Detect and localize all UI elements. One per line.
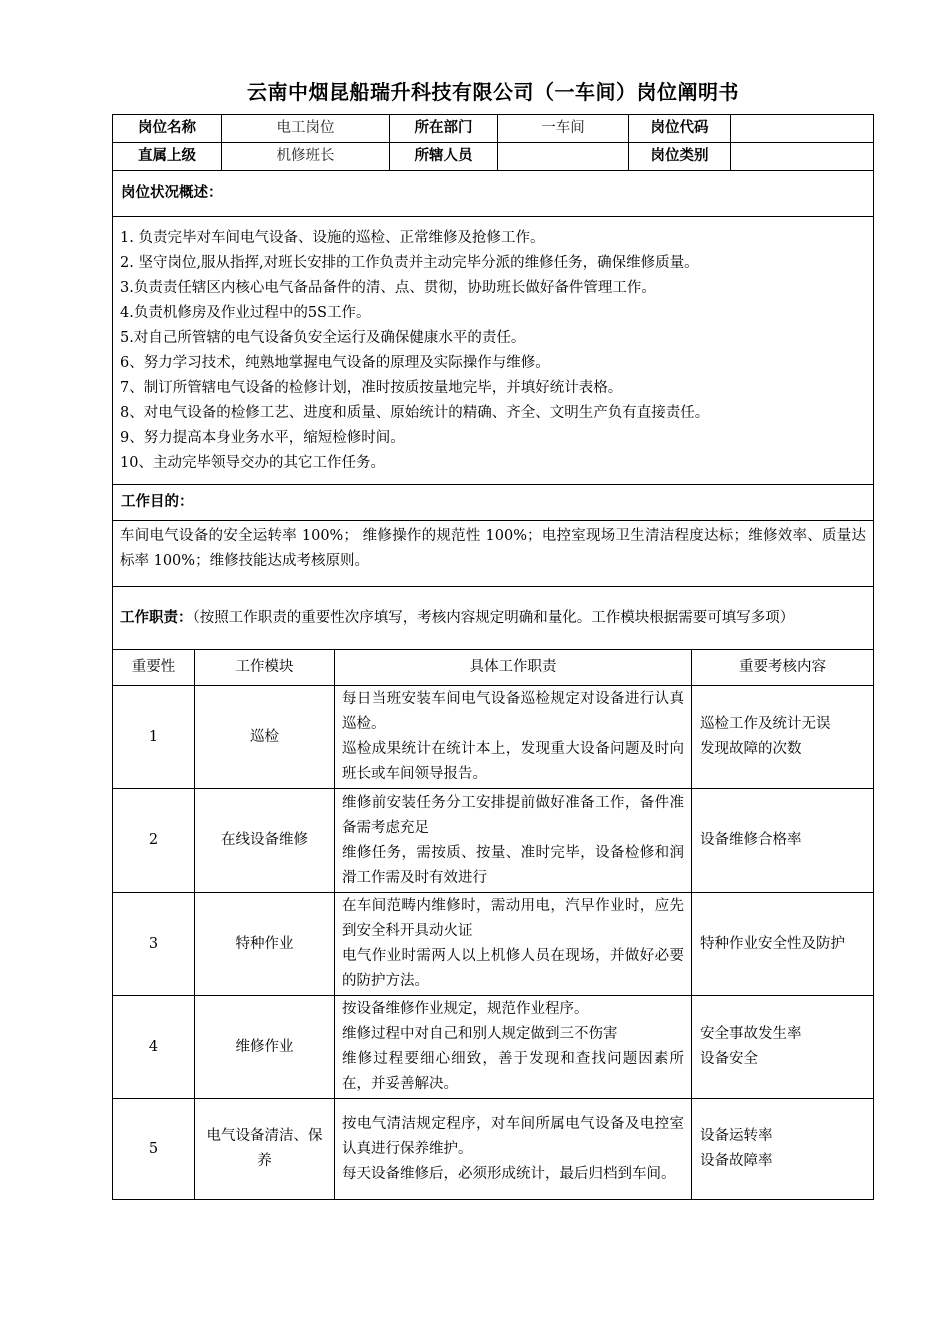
- overview-item: 4.负责机修房及作业过程中的5S工作。: [120, 304, 371, 321]
- duty-detail-line: 在车间范畴内维修时，需动用电，汽早作业时，应先到安全科开具动火证: [342, 898, 684, 939]
- duty-kpi-line: 设备安全: [700, 1051, 758, 1067]
- label-position-code: 岗位代码: [629, 115, 731, 143]
- overview-item: 2. 坚守岗位,服从指挥,对班长安排的工作负责并主动完毕分派的维修任务，确保维修质量。: [120, 254, 699, 271]
- duty-detail-line: 巡检成果统计在统计本上，发现重大设备问题及时向班长或车间领导报告。: [342, 741, 684, 782]
- duty-detail-line: 每天设备维修后，必须形成统计，最后归档到车间。: [342, 1165, 676, 1182]
- duty-rank: 4: [113, 996, 195, 1099]
- duty-rank: 3: [113, 893, 195, 996]
- purpose-body-row: [113, 521, 874, 587]
- value-position-category: [731, 143, 874, 171]
- overview-item: 5.对自己所管辖的电气设备负安全运行及确保健康水平的责任。: [120, 329, 526, 346]
- duty-detail-line: 维修过程中对自己和别人规定做到三不伤害: [342, 1026, 618, 1042]
- duty-kpi: [692, 789, 874, 893]
- duty-kpi: [692, 686, 874, 789]
- col-header-kpi: 重要考核内容: [692, 650, 874, 686]
- duty-kpi-line: 设备维修合格率: [700, 832, 802, 848]
- duty-detail: [335, 789, 692, 893]
- duties-header-row: [113, 650, 874, 686]
- duties-table: [112, 649, 874, 1200]
- purpose-body: 车间电气设备的安全运转率 100%； 维修操作的规范性 100%；电控室现场卫生清洁程度达标；维修效率、质量达标率 100%；维修技能达成考核原则。: [113, 521, 874, 587]
- overview-item: 6、努力学习技术，纯熟地掌握电气设备的原理及实际操作与维修。: [120, 354, 550, 371]
- col-header-rank: 重要性: [113, 650, 195, 686]
- duties-heading-row: [113, 587, 874, 650]
- overview-heading-row: [113, 171, 874, 217]
- document-title: 云南中烟昆船瑞升科技有限公司（一车间）岗位阐明书: [247, 80, 739, 104]
- duty-module: 特种作业: [195, 893, 335, 996]
- duty-kpi-line: 发现故障的次数: [700, 741, 802, 757]
- value-department: 一车间: [498, 115, 629, 143]
- duty-detail: [335, 686, 692, 789]
- duty-row: [113, 686, 874, 789]
- duty-kpi-line: 巡检工作及统计无误: [700, 716, 831, 732]
- overview-body: [113, 217, 874, 485]
- duty-module: 电气设备清洁、保养: [195, 1099, 335, 1200]
- value-subordinates: [498, 143, 629, 171]
- duty-row: [113, 893, 874, 996]
- overview-item: 8、对电气设备的检修工艺、进度和质量、原始统计的精确、齐全、文明生产负有直接责任。: [120, 404, 710, 421]
- duty-rank: 5: [113, 1099, 195, 1200]
- label-department: 所在部门: [390, 115, 498, 143]
- overview-heading: 岗位状况概述：: [113, 171, 874, 217]
- value-position-name: 电工岗位: [222, 115, 390, 143]
- duty-kpi-line: 设备故障率: [700, 1153, 773, 1169]
- duty-detail-line: 电气作业时需两人以上机修人员在现场，并做好必要的防护方法。: [342, 948, 684, 989]
- overview-item: 7、制订所管辖电气设备的检修计划，准时按质按量地完毕，并填好统计表格。: [120, 379, 623, 396]
- value-direct-superior: 机修班长: [222, 143, 390, 171]
- duty-detail: [335, 1099, 692, 1200]
- duty-detail-line: 每日当班安装车间电气设备巡检规定对设备进行认真巡检。: [342, 691, 684, 732]
- overview-item: 10、主动完毕领导交办的其它工作任务。: [120, 454, 385, 471]
- overview-item: 9、努力提高本身业务水平，缩短检修时间。: [120, 429, 405, 446]
- duty-kpi-line: 特种作业安全性及防护: [700, 935, 845, 952]
- label-position-category: 岗位类别: [629, 143, 731, 171]
- duty-module: 在线设备维修: [195, 789, 335, 893]
- overview-item: 1. 负责完毕对车间电气设备、设施的巡检、正常维修及抢修工作。: [120, 229, 545, 246]
- purpose-heading-row: [113, 485, 874, 521]
- duties-heading: 工作职责：: [120, 609, 193, 626]
- purpose-heading: 工作目的：: [113, 485, 874, 521]
- job-description-form: [112, 114, 873, 1200]
- label-position-name: 岗位名称: [113, 115, 222, 143]
- value-position-code: [731, 115, 874, 143]
- duty-kpi: [692, 996, 874, 1099]
- label-subordinates: 所辖人员: [390, 143, 498, 171]
- duty-detail-line: 按设备维修作业规定，规范作业程序。: [342, 1001, 589, 1017]
- header-table: [112, 114, 874, 650]
- duty-detail: [335, 996, 692, 1099]
- duties-heading-cell: [113, 587, 874, 650]
- header-row-1: [113, 115, 874, 143]
- duty-detail-line: 维修前安装任务分工安排提前做好准备工作，备件准备需考虑充足: [342, 794, 684, 836]
- overview-body-row: [113, 217, 874, 485]
- duty-row: [113, 996, 874, 1099]
- duty-detail-line: 维修过程要细心细致，善于发现和查找问题因素所在，并妥善解决。: [342, 1051, 684, 1092]
- overview-item: 3.负责责任辖区内核心电气备品备件的清、点、贯彻，协助班长做好备件管理工作。: [120, 279, 656, 296]
- duties-note: （按照工作职责的重要性次序填写，考核内容规定明确和量化。工作模块根据需要可填写多项）: [192, 609, 795, 626]
- duty-detail-line: 维修任务，需按质、按量、准时完毕，设备检修和润滑工作需及时有效进行: [342, 844, 684, 886]
- duty-row: [113, 789, 874, 893]
- duty-module: 维修作业: [195, 996, 335, 1099]
- duty-detail-line: 按电气清洁规定程序，对车间所属电气设备及电控室认真进行保养维护。: [342, 1115, 684, 1157]
- duty-rank: 1: [113, 686, 195, 789]
- col-header-detail: 具体工作职责: [335, 650, 692, 686]
- header-row-2: [113, 143, 874, 171]
- duty-kpi: [692, 893, 874, 996]
- duty-module: 巡检: [195, 686, 335, 789]
- duty-detail: [335, 893, 692, 996]
- label-direct-superior: 直属上级: [113, 143, 222, 171]
- duty-row: [113, 1099, 874, 1200]
- duty-rank: 2: [113, 789, 195, 893]
- duty-kpi-line: 设备运转率: [700, 1128, 773, 1144]
- duty-kpi: [692, 1099, 874, 1200]
- duty-kpi-line: 安全事故发生率: [700, 1026, 802, 1042]
- col-header-module: 工作模块: [195, 650, 335, 686]
